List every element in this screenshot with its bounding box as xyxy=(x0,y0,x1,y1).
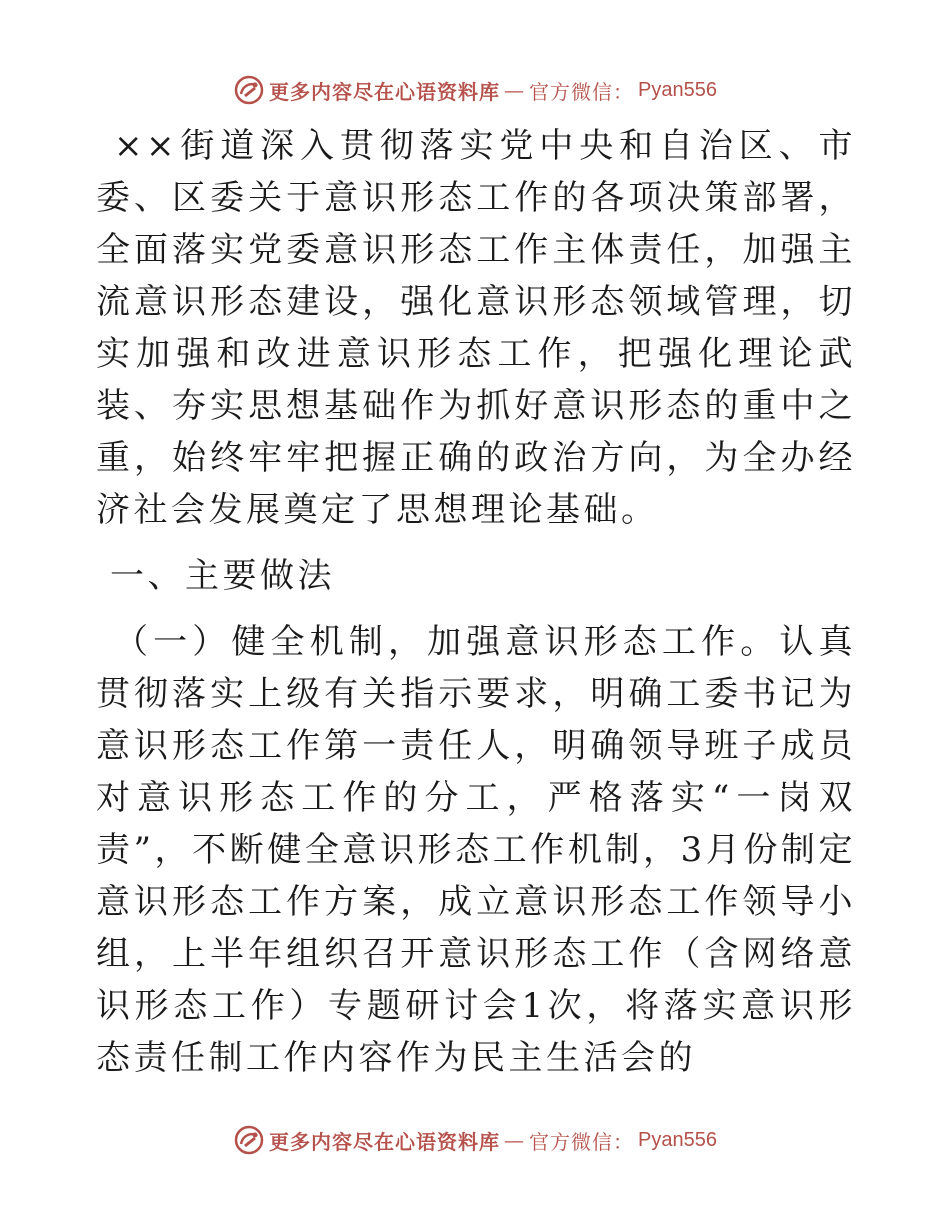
banner-separator: — xyxy=(504,1128,526,1152)
section-heading: 一、主要做法 xyxy=(110,556,335,596)
brand-logo-icon xyxy=(233,74,265,106)
intro-paragraph: ××街道深入贯彻落实党中央和自治区、市委、区委关于意识形态工作的各项决策部署，全面落实党委意识形态工作主体责任，加强主流意识形态建设，强化意识形态领域管理，切实加强和改进意识形态工作，把强化理论武装、夯实思想基础作为抓好意识形态的重中之重，始终牢牢把握正确的政治方向，为全办经济社会发展奠定了思想理论基础。 xyxy=(96,126,856,530)
banner-wechat-label: 官方微信： xyxy=(529,1129,635,1154)
banner-site-text: 更多内容尽在心语资料库 xyxy=(269,79,501,104)
banner-wechat-account: Pyan556 xyxy=(638,78,717,101)
banner-site-text: 更多内容尽在心语资料库 xyxy=(269,1129,501,1154)
banner-separator: — xyxy=(504,78,526,102)
banner-wechat-account: Pyan556 xyxy=(638,1128,717,1151)
document-body xyxy=(96,120,856,1084)
subsection-paragraph: （一）健全机制，加强意识形态工作。认真贯彻落实上级有关指示要求，明确工委书记为意识形态工作第一责任人，明确领导班子成员对意识形态工作的分工，严格落实“一岗双责”，不断健全意识形态工作机制，3月份制定意识形态工作方案，成立意识形态工作领导小组，上半年组织召开意识形态工作（含网络意识形态工作）专题研讨会1次，将落实意识形态责任制工作内容作为民主生活会的 xyxy=(96,622,856,1078)
banner-wechat-label: 官方微信： xyxy=(529,79,635,104)
footer-watermark-banner xyxy=(0,1120,950,1160)
header-watermark-banner xyxy=(0,70,950,110)
brand-logo-icon xyxy=(233,1124,265,1156)
